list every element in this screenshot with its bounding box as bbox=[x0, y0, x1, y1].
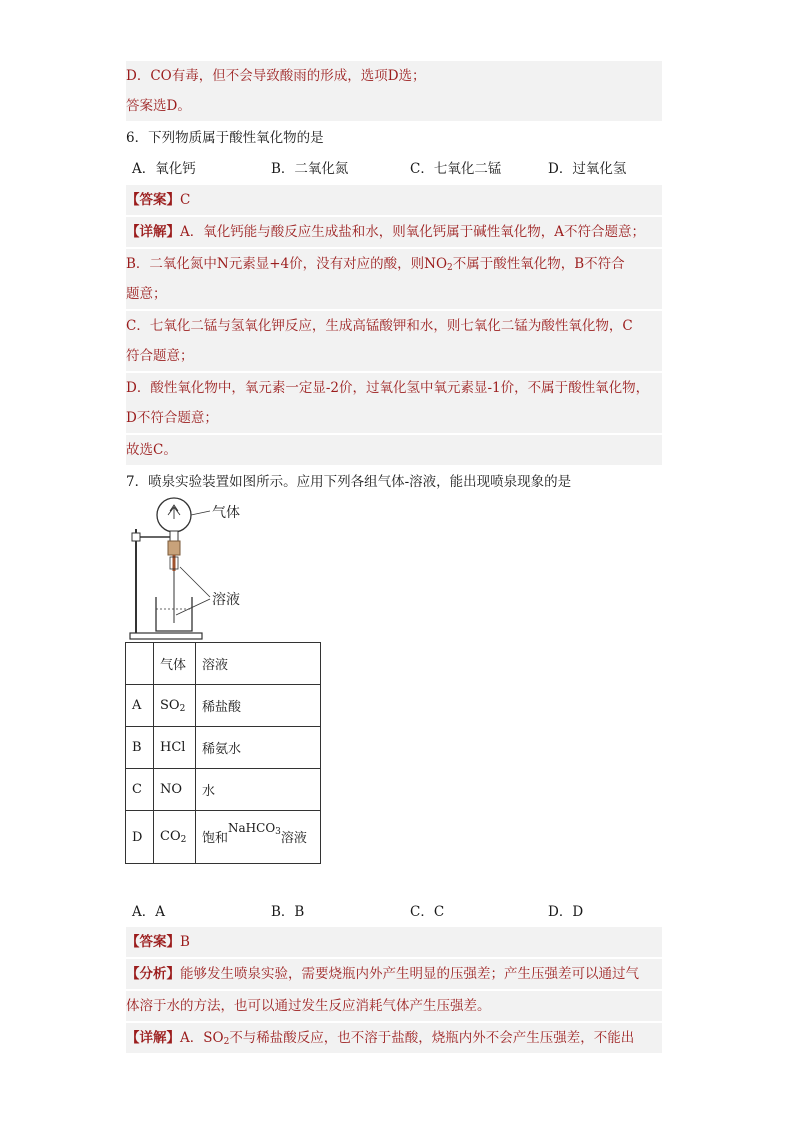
stand-base bbox=[130, 633, 202, 639]
rubber-stopper bbox=[168, 541, 180, 555]
header-cell-gas: 气体 bbox=[154, 643, 196, 685]
q7-analysis-2: 体溶于水的方法，也可以通过发生反应消耗气体产生压强差。 bbox=[126, 991, 662, 1021]
row-solution bbox=[196, 811, 321, 864]
q6-option-a: A．氧化钙 bbox=[132, 161, 196, 177]
gas-subscript: 2 bbox=[179, 703, 186, 714]
q6-detail-a bbox=[126, 217, 662, 247]
prev-answer-line: 答案选D。 bbox=[126, 91, 662, 121]
table-row bbox=[126, 727, 321, 769]
row-key: C bbox=[126, 769, 154, 811]
clamp-joint bbox=[132, 533, 140, 541]
q6-detail-b1-pre: B．二氧化氮中N元素显+4价，没有对应的酸，则NO bbox=[126, 256, 448, 272]
row-solution: 水 bbox=[196, 769, 321, 811]
q7-option-b: B．B bbox=[271, 904, 305, 920]
gas-formula: SO bbox=[160, 697, 180, 713]
q7-option-c: C．C bbox=[410, 904, 445, 920]
q6-answer-tag: 【答案】 bbox=[126, 192, 180, 208]
header-cell-solution: 溶液 bbox=[196, 643, 321, 685]
row-key: D bbox=[126, 811, 154, 864]
q6-detail-b1-post: 不属于酸性氧化物，B不符合 bbox=[452, 256, 625, 272]
table-row bbox=[126, 811, 321, 864]
q6-stem: 6．下列物质属于酸性氧化物的是 bbox=[126, 130, 324, 146]
row-gas: NO bbox=[154, 769, 196, 811]
row-gas bbox=[154, 685, 196, 727]
row-gas bbox=[154, 811, 196, 864]
q6-detail-d1: D．酸性氧化物中，氧元素一定显-2价，过氧化氢中氧元素显-1价，不属于酸性氧化物， bbox=[126, 373, 662, 403]
q6-detail-b1-sub: 2 bbox=[447, 263, 453, 273]
row-gas: HCl bbox=[154, 727, 196, 769]
q7-analysis-1-text: 能够发生喷泉实验，需要烧瓶内外产生明显的压强差；产生压强差可以通过气 bbox=[180, 966, 639, 982]
q6-option-b: B．二氧化氮 bbox=[271, 161, 349, 177]
table-row bbox=[126, 769, 321, 811]
q7-detail-a bbox=[126, 1023, 662, 1053]
gas-subscript: 2 bbox=[180, 835, 187, 845]
gas-formula: CO bbox=[160, 829, 181, 844]
solution-prefix: 饱和 bbox=[202, 831, 229, 846]
solution-leader-line-1 bbox=[180, 567, 210, 597]
q7-detail-a-pre: A．SO bbox=[180, 1030, 224, 1046]
q6-detail-a-text: A．氧化钙能与酸反应生成盐和水，则氧化钙属于碱性氧化物，A不符合题意； bbox=[180, 224, 645, 240]
solution-formula: NaHCO bbox=[228, 821, 276, 835]
row-key: A bbox=[126, 685, 154, 727]
q6-detail-b1 bbox=[126, 249, 662, 279]
q6-option-d: D．过氧化氢 bbox=[548, 161, 627, 177]
q6-option-c: C．七氧化二锰 bbox=[410, 161, 502, 177]
gas-leader-line bbox=[191, 511, 210, 515]
row-solution: 稀盐酸 bbox=[196, 685, 321, 727]
q7-answer-line bbox=[126, 927, 662, 957]
q6-detail-tag: 【详解】 bbox=[126, 224, 180, 240]
fountain-apparatus-figure bbox=[126, 497, 326, 643]
q7-answer-value: B bbox=[180, 934, 190, 950]
q7-detail-tag: 【详解】 bbox=[126, 1030, 180, 1046]
solution-suffix: 溶液 bbox=[280, 831, 307, 846]
row-solution: 稀氨水 bbox=[196, 727, 321, 769]
q7-option-d: D．D bbox=[548, 904, 584, 920]
solution-label: 溶液 bbox=[212, 592, 240, 608]
q7-options bbox=[126, 897, 662, 927]
flask-neck bbox=[170, 531, 178, 541]
row-key: B bbox=[126, 727, 154, 769]
q6-detail-c1: C．七氧化二锰与氢氧化钾反应，生成高锰酸钾和水，则七氧化二锰为酸性氧化物，C bbox=[126, 311, 662, 341]
q6-answer-line bbox=[126, 185, 662, 215]
q7-analysis-1 bbox=[126, 959, 662, 989]
gas-label: 气体 bbox=[212, 505, 240, 521]
q6-answer-value: C bbox=[180, 192, 191, 208]
q7-stem: 7．喷泉实验装置如图所示。应用下列各组气体-溶液，能出现喷泉现象的是 bbox=[126, 474, 572, 490]
q7-answer-tag: 【答案】 bbox=[126, 934, 180, 950]
q7-analysis-tag: 【分析】 bbox=[126, 966, 180, 982]
q7-option-a: A．A bbox=[132, 904, 165, 920]
gas-solution-table bbox=[125, 642, 321, 864]
q6-conclusion: 故选C。 bbox=[126, 435, 662, 465]
q7-detail-a-sub: 2 bbox=[223, 1037, 230, 1047]
q6-detail-b2: 题意； bbox=[126, 279, 662, 309]
q6-detail-d2: D不符合题意； bbox=[126, 403, 662, 433]
q7-detail-a-post: 不与稀盐酸反应，也不溶于盐酸，烧瓶内外不会产生压强差，不能出 bbox=[229, 1030, 635, 1046]
solution-leader-line-2 bbox=[176, 599, 210, 615]
table-row bbox=[126, 685, 321, 727]
q6-detail-c2: 符合题意； bbox=[126, 341, 662, 371]
solution-subscript: 3 bbox=[275, 827, 281, 837]
prev-option-d-line: D．CO有毒，但不会导致酸雨的形成，选项D选； bbox=[126, 61, 662, 91]
header-cell-key bbox=[126, 643, 154, 685]
q6-options bbox=[126, 154, 662, 184]
table-header-row bbox=[126, 643, 321, 685]
